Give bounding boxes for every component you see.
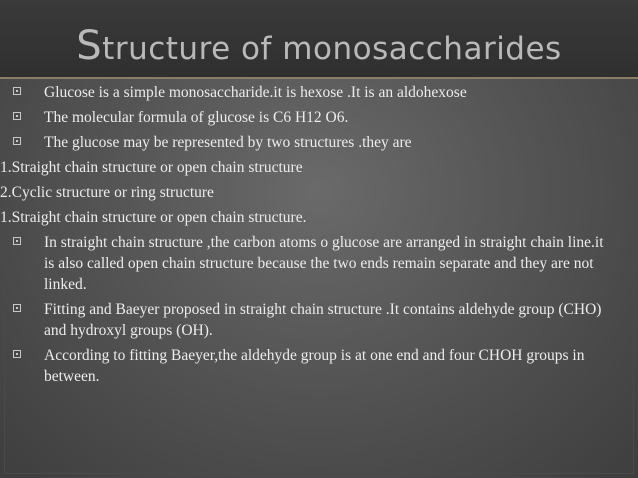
bullet-item (0, 345, 630, 387)
bullet-text: The molecular formula of glucose is C6 H12 O6. (44, 109, 349, 126)
numbered-line: 2.Cyclic structure or ring structure (0, 184, 214, 201)
square-bullet-icon (13, 137, 21, 145)
title-initial: S (76, 23, 103, 69)
square-bullet-icon (13, 350, 21, 358)
bullet-item (0, 107, 630, 128)
bullet-item (0, 299, 630, 341)
bullet-text: Fitting and Baeyer proposed in straight chain structure .It contains aldehyde group (CHO) and hydroxyl groups (OH). (44, 301, 602, 339)
bullet-text: Glucose is a simple monosaccharide.it is hexose .It is an aldohexose (44, 84, 467, 101)
square-bullet-icon (13, 112, 21, 120)
bullet-item (0, 132, 630, 153)
title-text: tructure of monosaccharides (102, 31, 562, 67)
square-bullet-icon (13, 87, 21, 95)
square-bullet-icon (13, 237, 21, 245)
bullet-text: The glucose may be represented by two structures .they are (44, 134, 412, 151)
bullet-text: According to fitting Baeyer,the aldehyde group is at one end and four CHOH groups in between. (44, 347, 585, 385)
bullet-item (0, 82, 630, 103)
numbered-line: 1.Straight chain structure or open chain structure (0, 159, 303, 176)
slide-title (0, 23, 638, 69)
bullet-text: In straight chain structure ,the carbon atoms o glucose are arranged in straight chain line.it is also called open chain structure because the two ends remain separate and they are not linked. (44, 234, 604, 293)
title-divider (0, 77, 638, 79)
bullet-item (0, 232, 630, 295)
square-bullet-icon (13, 304, 21, 312)
numbered-line: 1.Straight chain structure or open chain structure. (0, 209, 307, 226)
slide-body (0, 82, 630, 391)
